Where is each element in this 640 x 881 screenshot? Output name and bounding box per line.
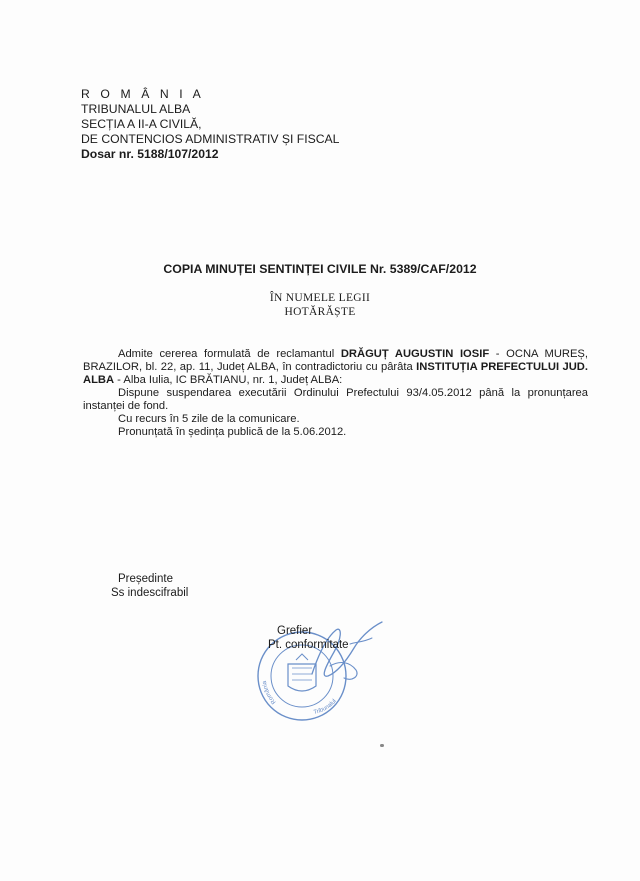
conformity-label: Pt. conformitate bbox=[268, 639, 349, 651]
court-division: DE CONTENCIOS ADMINISTRATIV ȘI FISCAL bbox=[81, 132, 340, 146]
president-signature: Ss indescifrabil bbox=[111, 587, 189, 599]
decision-body bbox=[83, 348, 588, 439]
paragraph-appeal: Cu recurs în 5 zile de la comunicare. bbox=[118, 413, 300, 425]
plaintiff-name: DRĂGUȚ AUGUSTIN IOSIF bbox=[340, 348, 490, 360]
decides-heading: HOTĂRĂȘTE bbox=[284, 306, 356, 318]
stamp-text-right: Tribunalul bbox=[313, 698, 338, 716]
clerk-signature bbox=[290, 608, 390, 708]
court-section: SECȚIA A II-A CIVILĂ, bbox=[81, 117, 202, 131]
country-name: R O M Â N I A bbox=[81, 87, 205, 101]
ink-speck bbox=[380, 744, 384, 747]
file-number: Dosar nr. 5188/107/2012 bbox=[81, 147, 219, 161]
in-the-name-of-law: ÎN NUMELE LEGII bbox=[269, 292, 371, 304]
paragraph-suspension: Dispune suspendarea executării Ordinului Prefectului 93/4.05.2012 până la pronunțarea instanței de fond. bbox=[83, 387, 588, 412]
paragraph-admits bbox=[83, 348, 588, 387]
court-name: TRIBUNALUL ALBA bbox=[81, 102, 191, 116]
president-label: Președinte bbox=[118, 573, 173, 585]
defendant-name: INSTITUȚIA PREFECTULUI JUD. ALBA bbox=[83, 361, 588, 386]
paragraph-admits-text-c: - Alba Iulia, IC BRĂTIANU, nr. 1, Județ ALBA: bbox=[114, 374, 343, 386]
paragraph-pronounced: Pronunțată în ședința publică de la 5.06.2012. bbox=[118, 426, 347, 438]
paragraph-admits-text-b: - OCNA MUREȘ, BRAZILOR, bl. 22, ap. 11, Județ ALBA, în contradictoriu cu pârâta bbox=[83, 348, 589, 373]
decision-heading bbox=[0, 291, 640, 319]
clerk-label: Grefier bbox=[277, 625, 313, 637]
stamp-text-left: România bbox=[261, 680, 278, 705]
document-header bbox=[81, 87, 339, 162]
paragraph-admits-text-a: Admite cererea formulată de reclamantul bbox=[118, 348, 341, 360]
document-title: COPIA MINUȚEI SENTINȚEI CIVILE Nr. 5389/CAF/2012 bbox=[163, 262, 477, 276]
